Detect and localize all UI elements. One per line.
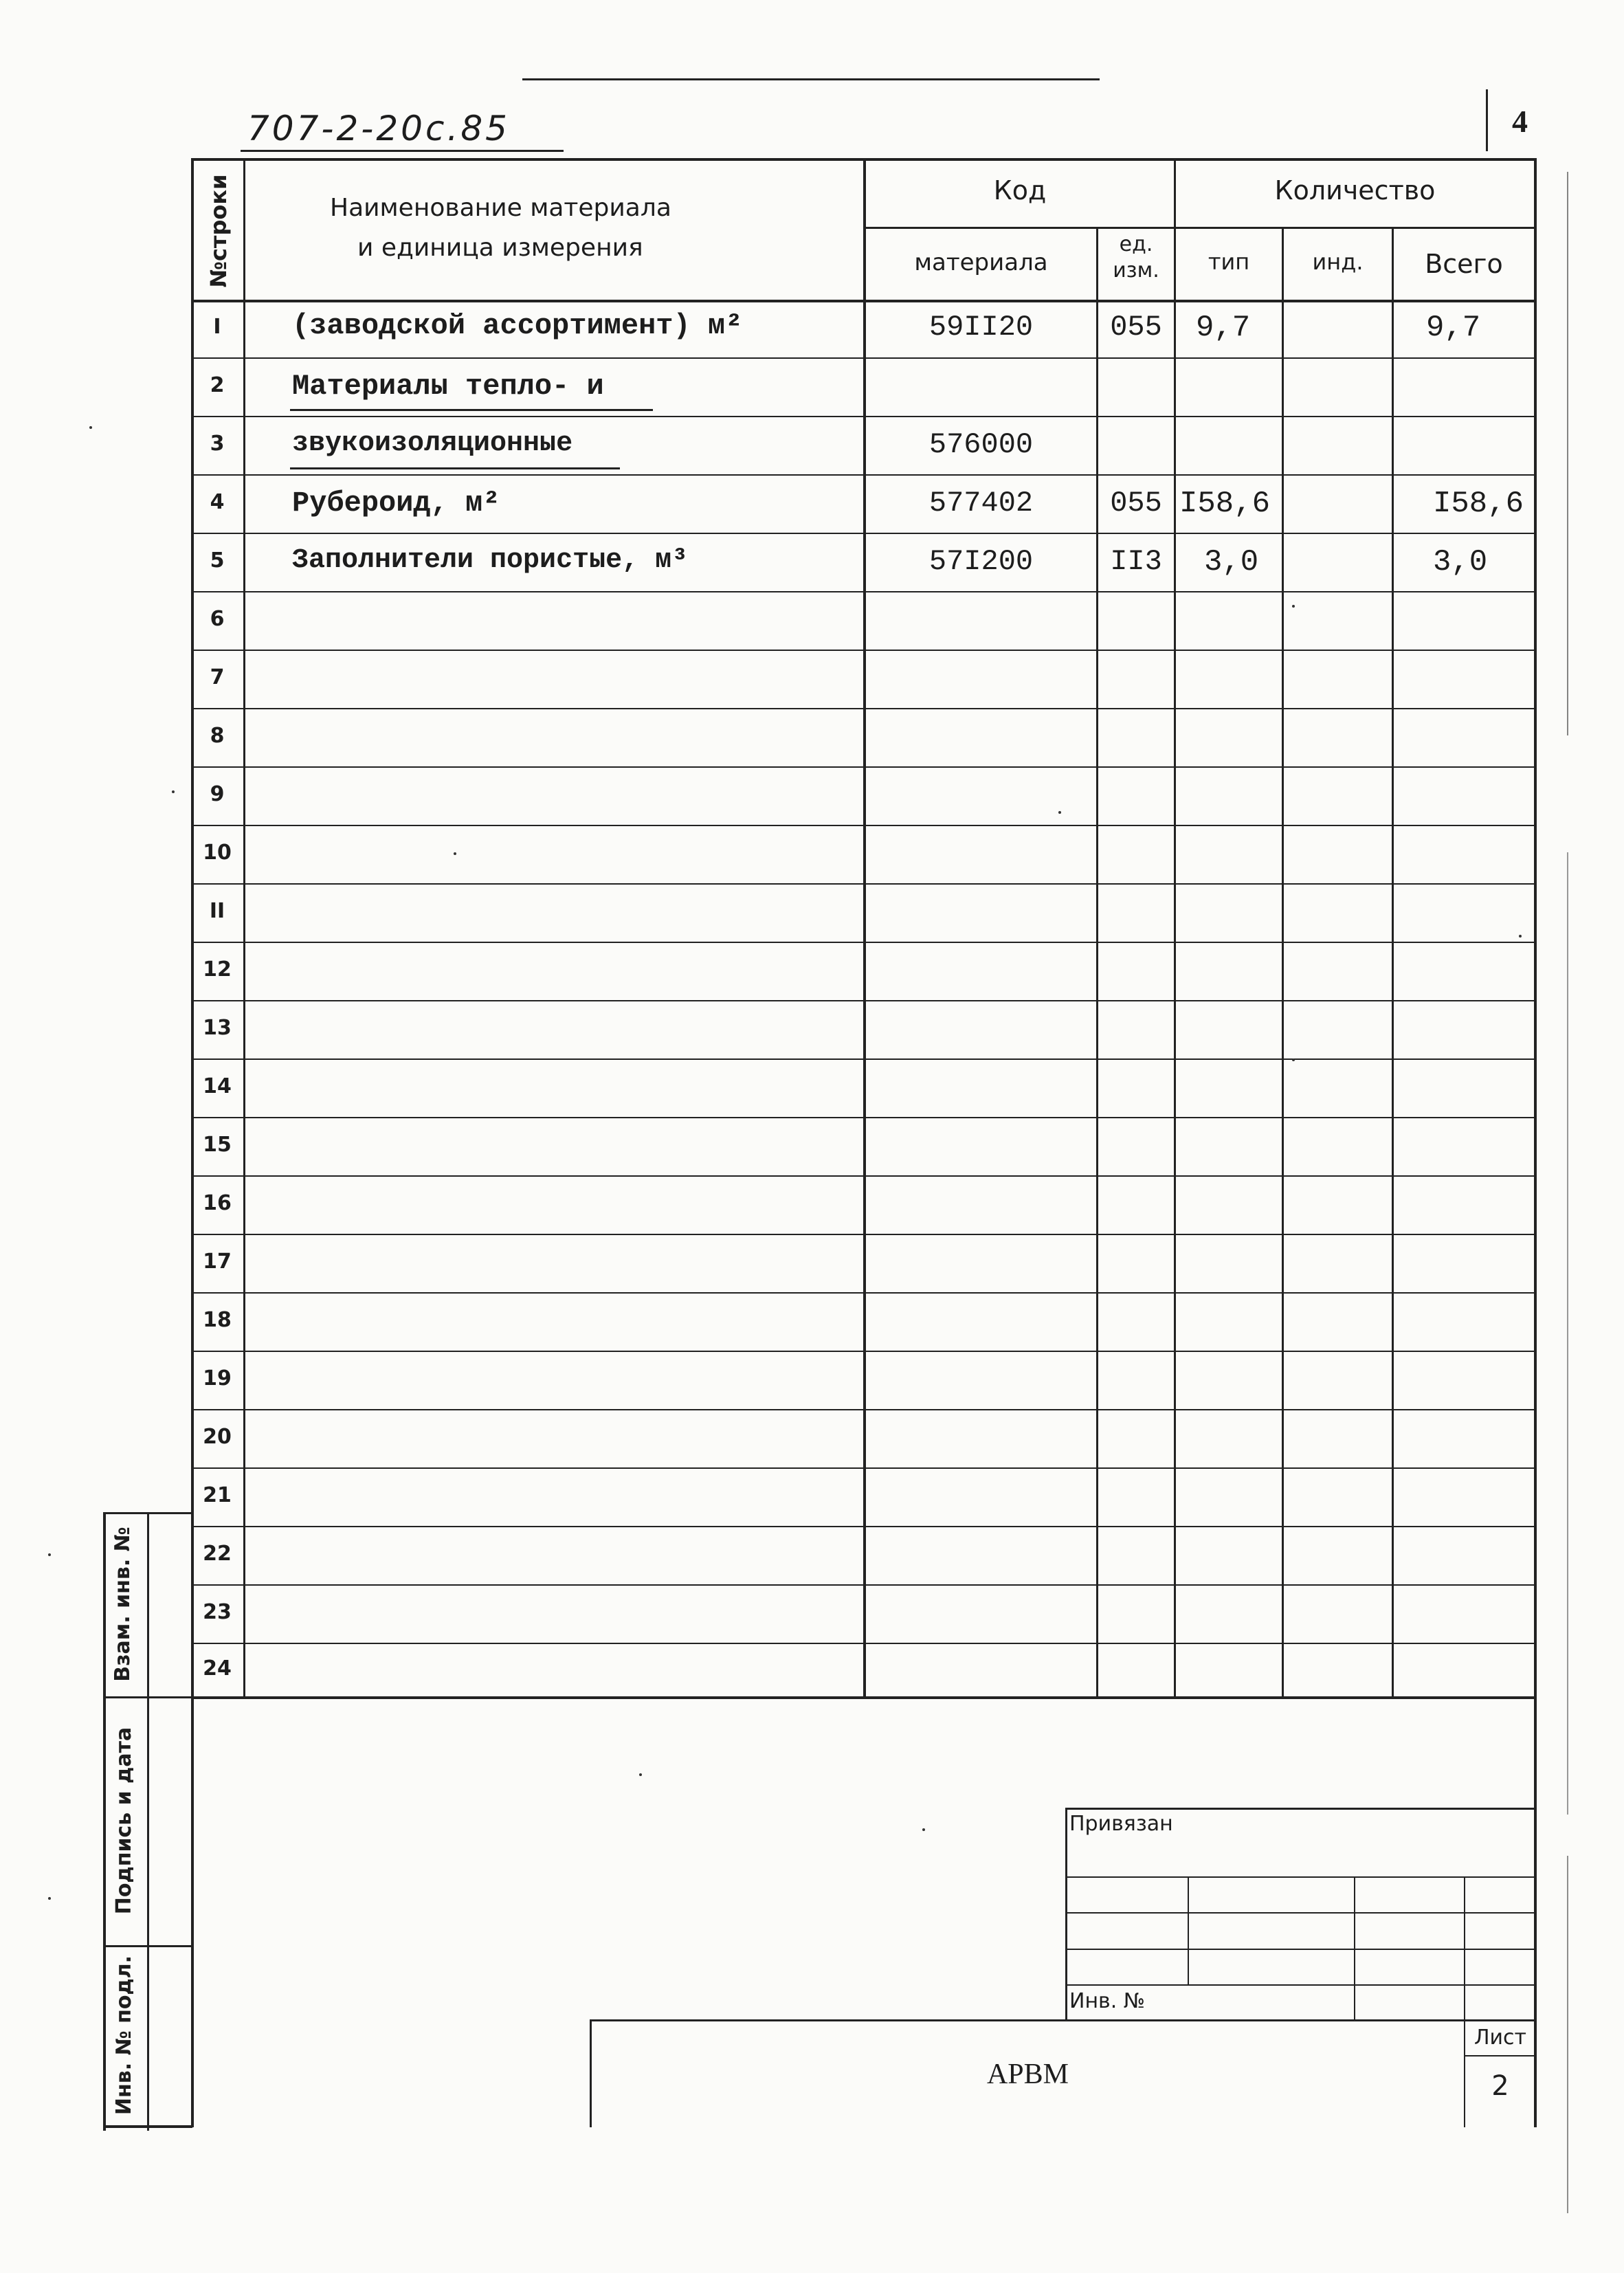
- row-number: 21: [203, 1483, 232, 1507]
- row-number: 16: [203, 1191, 232, 1215]
- header-kolichestvo: Количество: [1274, 175, 1436, 206]
- material-name: Заполнители пористые, м³: [292, 545, 689, 576]
- header-material: материала: [914, 249, 1048, 276]
- qty-tip: 3,0: [1204, 545, 1259, 579]
- row-number: 6: [210, 607, 225, 631]
- header-vsego: Всего: [1425, 249, 1503, 279]
- header-ed: ед.: [1119, 232, 1153, 256]
- row-number: 5: [210, 548, 225, 573]
- qty-tip: 9,7: [1196, 311, 1251, 345]
- row-number: 3: [210, 432, 225, 456]
- row-number: 17: [203, 1250, 232, 1274]
- material-code: 59II20: [928, 311, 1034, 344]
- qty-total: I58,6: [1433, 487, 1524, 521]
- header-row-number: №строки: [205, 174, 232, 288]
- material-code: 577402: [928, 487, 1034, 520]
- material-name: Рубероид, м²: [292, 487, 500, 520]
- row-number: II: [209, 899, 225, 923]
- side-vzam-inv: Взам. инв. №: [111, 1527, 135, 1682]
- material-name: звукоизоляционные: [292, 428, 573, 459]
- unit-code: II3: [1110, 545, 1162, 578]
- list-number: 2: [1491, 2070, 1509, 2102]
- header-kod: Код: [993, 175, 1047, 206]
- row-number: 20: [203, 1425, 232, 1449]
- unit-code: 055: [1110, 311, 1162, 344]
- unit-code: 055: [1110, 487, 1162, 520]
- side-inv-podl: Инв. № подл.: [112, 1955, 136, 2116]
- material-name: Материалы тепло- и: [292, 370, 604, 403]
- row-number: 12: [203, 957, 232, 982]
- row-number: 22: [203, 1542, 232, 1566]
- row-number: 24: [203, 1656, 232, 1681]
- row-number: 10: [203, 841, 232, 865]
- material-code: 57I200: [928, 545, 1034, 578]
- row-number: I: [213, 315, 221, 339]
- side-podpis-data: Подпись и дата: [112, 1727, 136, 1915]
- list-label: Лист: [1473, 2026, 1527, 2050]
- row-number: 7: [210, 665, 225, 689]
- header-name-line1: Наименование материала: [330, 194, 671, 222]
- material-code: 576000: [928, 428, 1034, 461]
- header-izm: изм.: [1113, 258, 1159, 282]
- inv-no-label: Инв. №: [1069, 1989, 1146, 2013]
- header-tip: тип: [1208, 249, 1250, 275]
- document-code: 707-2-20с.85: [247, 109, 510, 148]
- row-number: 19: [203, 1366, 232, 1390]
- material-name: (заводской ассортимент) м²: [292, 309, 743, 342]
- row-number: 13: [203, 1016, 232, 1040]
- row-number: 2: [210, 373, 225, 397]
- privyazan-label: Привязан: [1069, 1812, 1173, 1836]
- qty-total: 9,7: [1426, 311, 1481, 345]
- header-name-line2: и единица измерения: [357, 234, 643, 262]
- row-number: 8: [210, 724, 225, 748]
- qty-tip: I58,6: [1179, 487, 1271, 521]
- qty-total: 3,0: [1433, 545, 1488, 579]
- row-number: 23: [203, 1600, 232, 1624]
- row-number: 14: [203, 1074, 232, 1098]
- document-title: АРВМ: [986, 2059, 1069, 2090]
- row-number: 18: [203, 1308, 232, 1332]
- header-ind: инд.: [1312, 249, 1364, 275]
- page-number: 4: [1512, 104, 1528, 139]
- row-number: 9: [210, 782, 225, 806]
- row-number: 15: [203, 1133, 232, 1157]
- row-number: 4: [210, 490, 225, 514]
